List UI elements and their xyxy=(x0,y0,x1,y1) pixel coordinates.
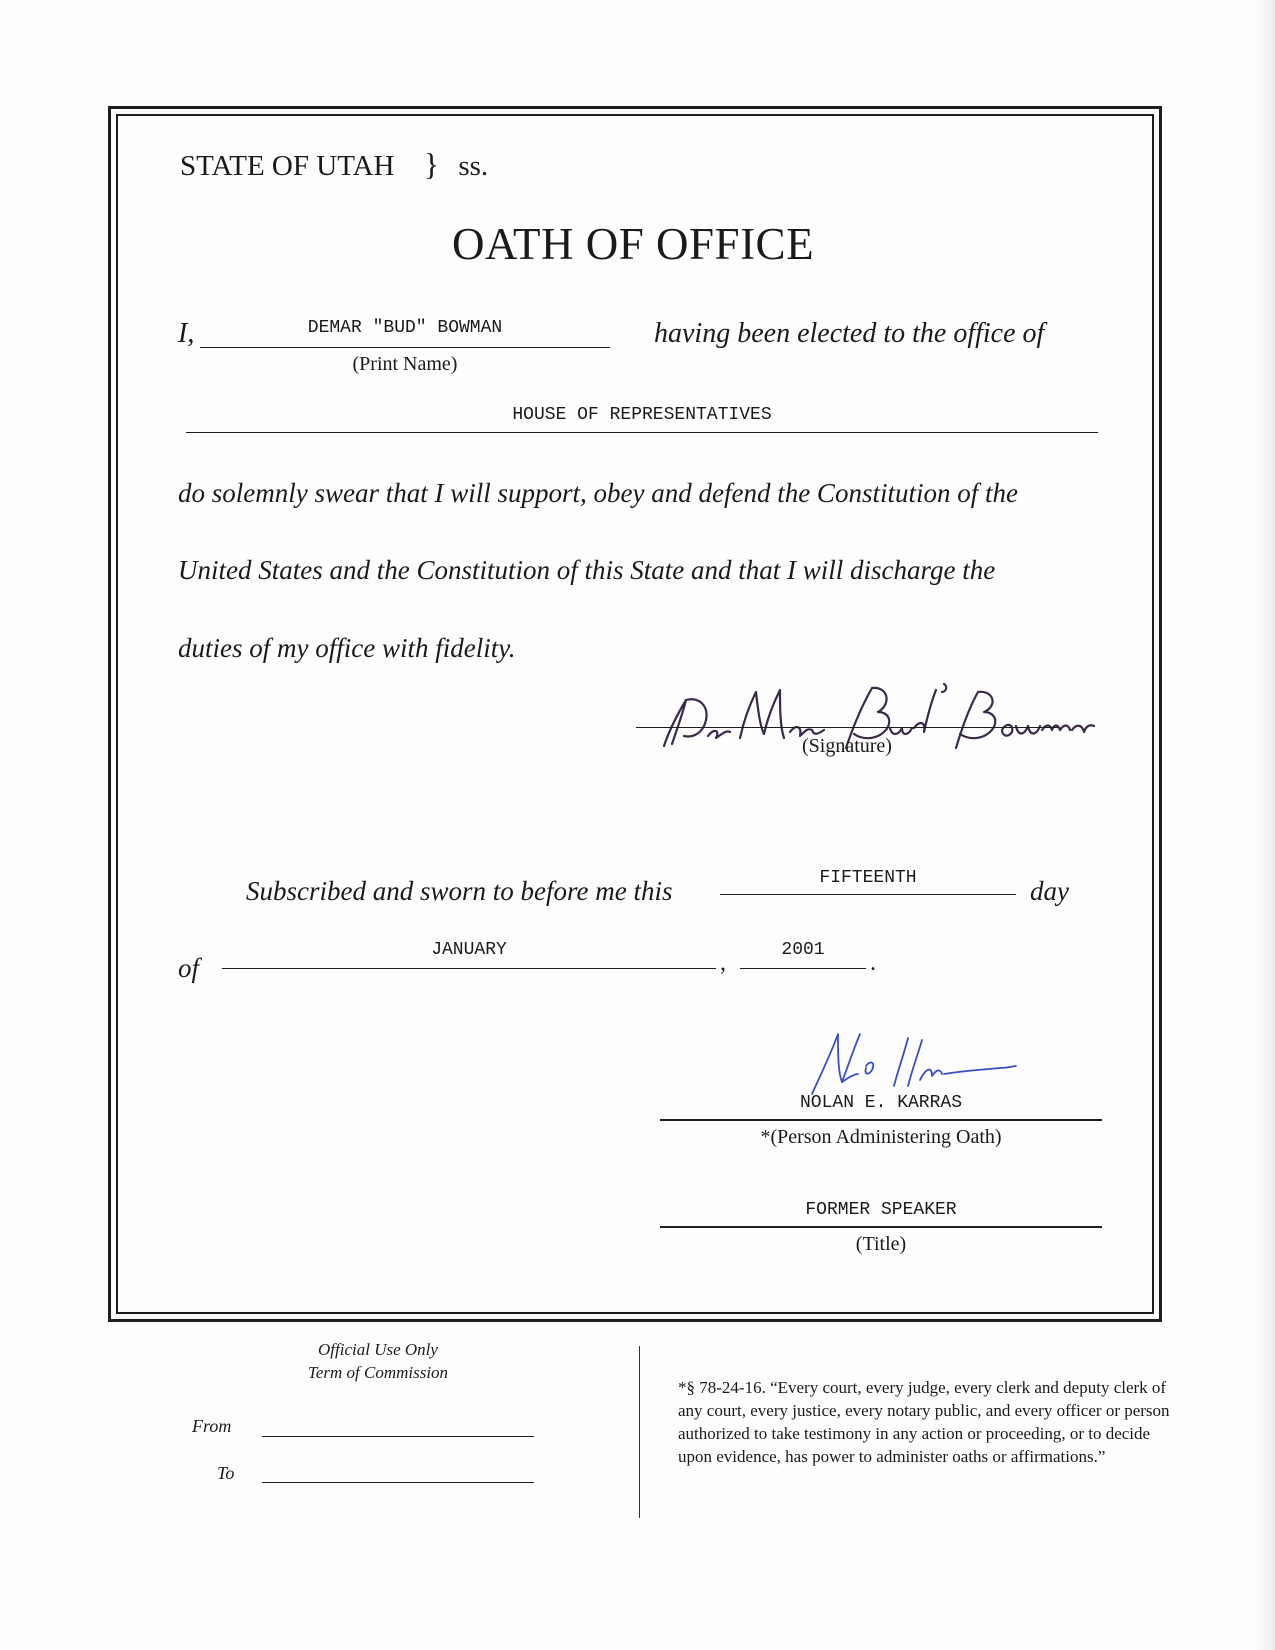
official-use-heading: Official Use Only xyxy=(318,1340,438,1359)
state-name: STATE OF UTAH xyxy=(180,150,395,182)
administrator-title-caption: (Title) xyxy=(855,1233,907,1255)
signature-caption: (Signature) xyxy=(802,735,892,757)
signature-line xyxy=(636,727,1058,728)
year-line xyxy=(740,968,866,969)
date-period: . xyxy=(870,950,876,976)
document-title: OATH OF OFFICE xyxy=(452,219,815,269)
day-value: FIFTEENTH xyxy=(819,868,917,888)
date-comma: , xyxy=(720,950,726,976)
print-name-value: DEMAR "BUD" BOWMAN xyxy=(307,318,503,338)
oath-body-line-3: duties of my office with fidelity. xyxy=(178,633,516,663)
administrator-signature xyxy=(808,1028,1018,1100)
from-label: From xyxy=(192,1416,232,1436)
day-line xyxy=(720,894,1016,895)
oath-body-line-1: do solemnly swear that I will support, obey and defend the Constitution of the xyxy=(178,478,1018,508)
from-line xyxy=(262,1436,534,1437)
of-word: of xyxy=(178,953,200,983)
day-word: day xyxy=(1030,876,1069,906)
print-name-line xyxy=(200,347,610,348)
elected-text: having been elected to the office of xyxy=(654,318,1045,349)
month-value: JANUARY xyxy=(431,940,507,960)
statute-note: *§ 78-24-16. “Every court, every judge, every clerk and deputy clerk of any court, every justice, every notary public, and every officer or person authorized to take testimony in any action or proceeding, or to decide upon evidence, has power to administer oaths or affirmations.” xyxy=(678,1378,1170,1466)
brace: } xyxy=(423,146,440,182)
to-line xyxy=(262,1482,534,1483)
administrator-name-line xyxy=(660,1119,1102,1121)
year-value: 2001 xyxy=(781,940,825,960)
term-of-commission-heading: Term of Commission xyxy=(307,1363,449,1382)
administrator-name-value: NOLAN E. KARRAS xyxy=(799,1093,963,1113)
ss-abbrev: ss. xyxy=(458,150,489,182)
administrator-caption: *(Person Administering Oath) xyxy=(760,1126,1002,1148)
office-line xyxy=(186,432,1098,433)
state-heading xyxy=(180,146,488,183)
page-edge-shadow xyxy=(1257,0,1275,1650)
to-label: To xyxy=(217,1463,235,1483)
administrator-title-value: FORMER SPEAKER xyxy=(805,1200,957,1220)
administrator-title-line xyxy=(660,1226,1102,1228)
sworn-intro: Subscribed and sworn to before me this xyxy=(246,876,673,906)
office-value: HOUSE OF REPRESENTATIVES xyxy=(512,405,772,425)
print-name-caption: (Print Name) xyxy=(352,353,458,375)
bottom-divider xyxy=(639,1346,640,1518)
month-line xyxy=(222,968,716,969)
pronoun-i: I, xyxy=(178,318,195,349)
oath-body-line-2: United States and the Constitution of this State and that I will discharge the xyxy=(178,555,996,585)
